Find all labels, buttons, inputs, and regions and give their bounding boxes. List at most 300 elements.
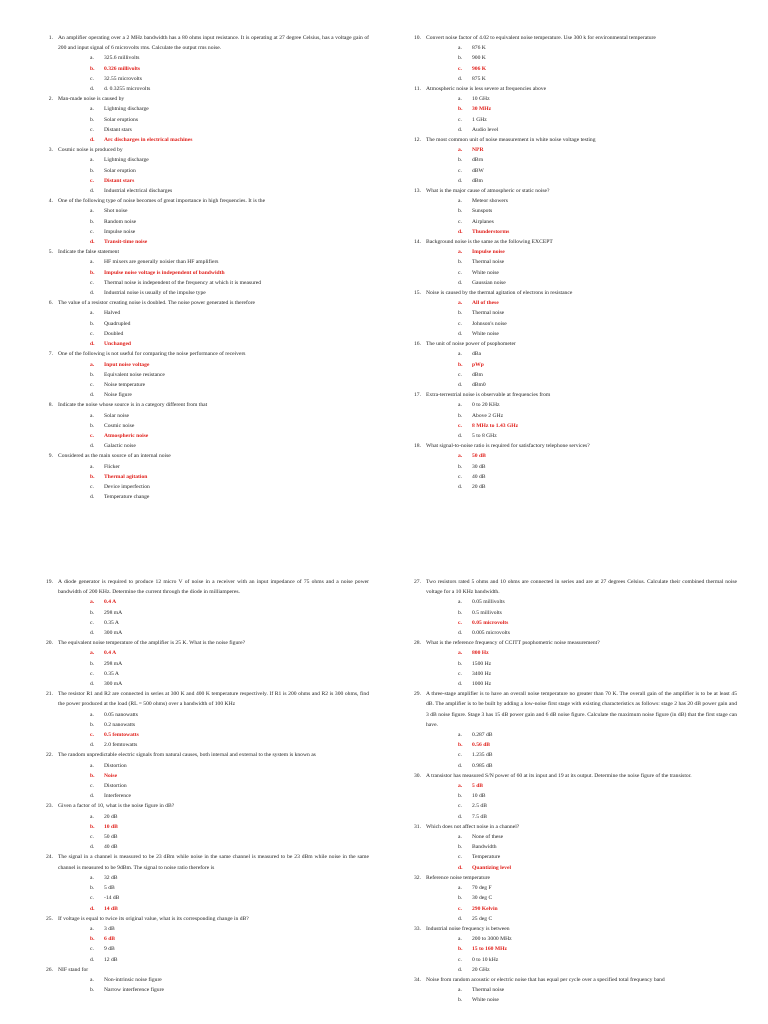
option-text: Gaussian noise	[472, 279, 506, 286]
question-number: 30.	[414, 772, 421, 779]
answer-option	[407, 750, 737, 760]
answer-option	[407, 329, 737, 339]
option-text: Non-intrinsic noise figure	[104, 976, 162, 983]
option-text: Doubled	[104, 330, 124, 337]
option-text: 300 mA	[104, 630, 123, 637]
option-text: Bandwidth	[472, 844, 497, 851]
option-text: Quantizing level	[472, 864, 512, 871]
answer-option	[39, 421, 369, 431]
answer-option	[407, 74, 737, 84]
question-number: 12.	[414, 137, 421, 144]
answer-option-correct	[407, 904, 737, 914]
answer-option	[39, 618, 369, 628]
option-text: White noise	[472, 269, 499, 276]
option-text: 0.35 A	[104, 670, 119, 677]
answer-option	[407, 53, 737, 63]
answer-option-correct	[39, 339, 369, 349]
question-number: 11.	[414, 86, 421, 93]
answer-option	[39, 482, 369, 492]
option-text: Johnson's noise	[472, 320, 507, 327]
answer-option	[407, 679, 737, 689]
option-text: 300 mA	[104, 681, 123, 688]
option-text: Galactic noise	[104, 443, 136, 450]
question-text: Background noise is the same as the following EXCEPT	[426, 239, 553, 246]
option-letter: d.	[458, 762, 463, 769]
option-text: Solar eruption	[104, 167, 136, 174]
option-letter: b.	[90, 721, 95, 728]
option-text: Transit-time noise	[104, 239, 148, 246]
option-letter: c.	[90, 330, 94, 337]
option-text: 876 K	[472, 45, 486, 52]
answer-option	[407, 791, 737, 801]
question-number: 18.	[414, 443, 421, 450]
question-number: 2.	[48, 96, 53, 103]
option-letter: a.	[458, 987, 462, 994]
option-letter: d.	[90, 86, 95, 93]
answer-option-correct	[39, 360, 369, 370]
option-letter: b.	[90, 65, 95, 72]
option-text: 20 GHz	[472, 966, 490, 973]
question	[39, 33, 369, 53]
option-letter: c.	[90, 381, 94, 388]
option-letter: a.	[458, 453, 463, 460]
question-number: 7.	[48, 351, 53, 358]
answer-option	[39, 924, 369, 934]
option-letter: a.	[458, 936, 462, 943]
question-number: 10.	[414, 35, 421, 41]
answer-option-correct	[407, 781, 737, 791]
answer-option	[39, 206, 369, 216]
option-text: Shot noise	[104, 208, 128, 215]
answer-option	[407, 914, 737, 924]
answer-option-correct	[407, 740, 737, 750]
option-letter: c.	[458, 752, 462, 759]
option-text: 70 deg F	[472, 885, 492, 892]
option-text: 32 dB	[104, 874, 118, 881]
option-text: Thermal agitation	[104, 473, 148, 480]
option-text: Noise figure	[104, 392, 132, 399]
option-letter: c.	[458, 167, 462, 174]
answer-option	[39, 411, 369, 421]
option-text: Industrial electrical discharges	[104, 188, 173, 195]
option-letter: b.	[90, 823, 95, 830]
option-text: Above 2 GHz	[472, 412, 504, 419]
option-text: 40 dB	[472, 473, 486, 480]
option-text: Interference	[104, 793, 132, 800]
option-letter: c.	[458, 619, 462, 626]
option-letter: d.	[458, 681, 463, 688]
option-text: 20 dB	[104, 813, 118, 820]
question	[407, 873, 737, 883]
option-letter: c.	[458, 218, 462, 225]
question	[407, 186, 737, 196]
option-letter: c.	[90, 732, 94, 739]
option-text: Audio level	[472, 126, 499, 133]
answer-option	[407, 597, 737, 607]
option-letter: c.	[458, 65, 462, 72]
option-text: 290 Kelvin	[472, 905, 498, 912]
option-letter: a.	[90, 711, 94, 718]
answer-option-correct	[39, 268, 369, 278]
question-number: 3.	[48, 147, 53, 154]
option-text: 15 to 160 MHz	[472, 946, 507, 953]
option-letter: a.	[90, 208, 94, 215]
answer-option	[407, 278, 737, 288]
option-text: Cosmic noise	[104, 422, 135, 429]
option-letter: d.	[458, 915, 463, 922]
question	[39, 750, 369, 760]
option-text: White noise	[472, 330, 499, 337]
answer-option	[39, 370, 369, 380]
option-text: Distortion	[104, 783, 127, 790]
answer-option	[407, 217, 737, 227]
question	[39, 965, 369, 975]
option-letter: d.	[458, 432, 463, 439]
question-text: What is the reference frequency of CCITT psophometric noise measurement?	[426, 640, 600, 647]
option-text: Distant stars	[104, 126, 132, 133]
answer-option	[39, 186, 369, 196]
option-letter: c.	[458, 320, 462, 327]
option-text: dBm0	[472, 381, 486, 388]
option-text: Airplanes	[472, 218, 494, 225]
option-text: Lightning discharge	[104, 106, 149, 113]
option-text: Lightning discharge	[104, 157, 149, 164]
option-letter: a.	[90, 361, 95, 368]
option-text: 40 dB	[104, 844, 118, 851]
option-text: 30 dB	[472, 463, 486, 470]
question-text: A diode generator is required to produce 12 micro V of noise in a receiver with an input impedance of 75 ohms and a noise power bandwidth of 200 KHz. Determine the current through the diode in milliamperes.	[58, 579, 369, 596]
question-number: 19.	[46, 579, 53, 585]
option-text: 9 dB	[104, 946, 115, 953]
question-number: 27.	[414, 579, 421, 585]
answer-option	[39, 761, 369, 771]
option-letter: d.	[458, 483, 463, 490]
option-letter: b.	[90, 269, 95, 276]
question-text: What is the major cause of atmospheric or static noise?	[426, 188, 550, 195]
option-letter: d.	[458, 813, 463, 820]
answer-option	[407, 842, 737, 852]
question-text: Indicate the false statement	[58, 249, 120, 256]
option-letter: c.	[90, 279, 94, 286]
option-letter: d.	[458, 75, 463, 82]
option-letter: a.	[458, 45, 462, 52]
option-text: 325.6 millivolts	[104, 55, 140, 62]
option-text: 10 dB	[472, 793, 486, 800]
answer-option	[407, 155, 737, 165]
answer-option	[407, 608, 737, 618]
option-text: 3 dB	[104, 925, 115, 932]
question	[407, 822, 737, 832]
option-letter: b.	[458, 793, 463, 800]
option-letter: d.	[90, 494, 95, 501]
answer-option	[407, 832, 737, 842]
answer-option	[407, 965, 737, 975]
option-letter: a.	[458, 351, 462, 358]
option-text: pWp	[472, 361, 484, 368]
question-number: 22.	[46, 752, 53, 759]
question	[407, 390, 737, 400]
question-number: 26.	[46, 966, 53, 973]
answer-option	[407, 319, 737, 329]
question	[39, 689, 369, 709]
answer-option	[39, 679, 369, 689]
answer-option	[39, 975, 369, 985]
answer-option	[407, 400, 737, 410]
answer-option	[39, 329, 369, 339]
column-top-right	[407, 33, 737, 492]
option-text: -14 dB	[104, 895, 120, 902]
option-text: Narrow interference figure	[104, 987, 164, 994]
question-number: 21.	[46, 691, 53, 698]
question	[407, 237, 737, 247]
question-number: 33.	[414, 925, 421, 932]
answer-option	[39, 257, 369, 267]
option-letter: a.	[90, 976, 94, 983]
option-letter: c.	[458, 803, 462, 810]
option-text: Noise temperature	[104, 381, 146, 388]
option-letter: a.	[458, 885, 462, 892]
answer-option	[39, 659, 369, 669]
question	[39, 247, 369, 257]
question	[39, 94, 369, 104]
question	[39, 349, 369, 359]
question-number: 17.	[414, 392, 421, 399]
answer-option	[39, 104, 369, 114]
option-letter: c.	[458, 371, 462, 378]
answer-option	[39, 125, 369, 135]
option-letter: b.	[90, 422, 95, 429]
question-text: Reference noise temperature	[426, 874, 490, 881]
question-text: One of the following type of noise becomes of great importance in high frequencies. It is the	[58, 198, 266, 205]
question	[39, 801, 369, 811]
option-text: Meteor showers	[472, 198, 508, 205]
option-text: 906 K	[472, 65, 487, 72]
option-letter: a.	[458, 147, 463, 154]
option-text: 1500 Hz	[472, 660, 492, 667]
answer-option-correct	[39, 64, 369, 74]
question-text: The value of a resistor creating noise is doubled. The noise power generated is therefore	[58, 300, 256, 307]
option-letter: b.	[458, 609, 463, 616]
question	[407, 339, 737, 349]
option-text: 0.985 dB	[472, 762, 493, 769]
answer-option	[407, 801, 737, 811]
option-letter: b.	[90, 772, 95, 779]
option-text: Thermal noise is independent of the frequency at which it is measured	[104, 279, 262, 286]
option-text: 900 K	[472, 55, 486, 62]
option-text: Industrial noise is usually of the impulse type	[104, 290, 206, 297]
option-text: NPR	[472, 147, 484, 154]
option-text: dBa	[472, 351, 482, 358]
option-letter: c.	[90, 834, 94, 841]
option-letter: a.	[458, 96, 462, 103]
option-letter: b.	[458, 660, 463, 667]
option-letter: d.	[458, 177, 463, 184]
answer-option-correct	[39, 431, 369, 441]
question-text: If voltage is equal to twice its original value, what is its corresponding change in dB?	[58, 915, 249, 922]
option-text: 6 dB	[104, 936, 116, 943]
answer-option	[407, 812, 737, 822]
answer-option-correct	[39, 176, 369, 186]
option-text: Impulse noise	[104, 228, 136, 235]
answer-option	[39, 308, 369, 318]
answer-option-correct	[407, 247, 737, 257]
option-text: 875 K	[472, 75, 486, 82]
answer-option	[407, 411, 737, 421]
option-letter: d.	[458, 381, 463, 388]
answer-option	[39, 227, 369, 237]
question-text: The most common unit of noise measurement in white noise voltage testing	[426, 137, 596, 144]
question-text: NIF stand for	[58, 966, 89, 973]
answer-option	[39, 288, 369, 298]
answer-option	[39, 710, 369, 720]
option-letter: d.	[90, 188, 95, 195]
option-letter: d.	[458, 279, 463, 286]
option-letter: c.	[458, 269, 462, 276]
option-text: 298 mA	[104, 660, 123, 667]
answer-option	[39, 319, 369, 329]
question-text: A transistor has measured S/N power of 60 at its input and 19 at its output. Determine the noise figure of the transistor.	[426, 772, 692, 779]
option-text: 0.05 millivolts	[472, 599, 505, 606]
option-letter: b.	[90, 218, 95, 225]
question-number: 9.	[48, 453, 53, 460]
option-letter: a.	[90, 259, 94, 266]
option-text: 10 dB	[104, 823, 118, 830]
answer-option	[407, 431, 737, 441]
answer-option-correct	[407, 451, 737, 461]
option-letter: d.	[90, 630, 95, 637]
answer-option	[39, 390, 369, 400]
option-letter: d.	[90, 681, 95, 688]
question-number: 31.	[414, 823, 421, 830]
question	[39, 298, 369, 308]
answer-option	[407, 166, 737, 176]
option-text: dBrn	[472, 157, 484, 164]
option-text: 32.55 microvolts	[104, 75, 142, 82]
option-text: Equivalent noise resistance	[104, 371, 165, 378]
answer-option	[407, 370, 737, 380]
option-text: None of these	[472, 834, 504, 841]
option-text: 298 mA	[104, 609, 123, 616]
answer-option	[39, 217, 369, 227]
option-text: White noise	[472, 997, 499, 1004]
answer-option	[407, 482, 737, 492]
option-letter: a.	[90, 874, 94, 881]
option-text: 0.2 nanowatts	[104, 721, 136, 728]
answer-option-correct	[39, 472, 369, 482]
question-text: The signal in a channel is measured to be 23 dBm while noise in the same channel is measured to be 23 dBm while noise in the same channel is measured to be 9dBm. The signal to noise ratio therefore is	[58, 854, 369, 871]
answer-option-correct	[39, 934, 369, 944]
answer-option-correct	[407, 298, 737, 308]
question-text: The resistor R1 and R2 are connected in series at 300 K and 400 K temperature respectively. If R1 is 200 ohms and R2 is 300 ohms, find the power produced at the load (RL = 500 ohms) over a bandwidth of 100 KHz	[58, 691, 369, 708]
answer-option	[407, 955, 737, 965]
answer-option	[39, 985, 369, 995]
answer-option	[407, 730, 737, 740]
question-text: Noise from random acoustic or electric noise that has equal per cycle over a specified total frequency band	[426, 976, 665, 983]
answer-option	[39, 812, 369, 822]
option-text: All of these	[472, 300, 499, 307]
answer-option	[39, 832, 369, 842]
option-letter: c.	[90, 228, 94, 235]
option-text: Input noise voltage	[104, 361, 150, 368]
option-letter: b.	[90, 609, 95, 616]
answer-option	[39, 155, 369, 165]
option-text: 10 GHz	[472, 96, 490, 103]
answer-option	[39, 462, 369, 472]
question-number: 34.	[414, 976, 421, 983]
option-letter: a.	[458, 732, 462, 739]
option-text: 14 dB	[104, 905, 118, 912]
question	[407, 33, 737, 43]
option-text: 1.235 dB	[472, 752, 493, 759]
question	[39, 914, 369, 924]
answer-option	[407, 995, 737, 1005]
answer-option	[407, 206, 737, 216]
option-text: 0.005 microvolts	[472, 630, 510, 637]
answer-option-correct	[407, 648, 737, 658]
option-text: 0.05 nanowatts	[104, 711, 138, 718]
option-text: 30 MHz	[472, 106, 492, 113]
answer-option	[407, 659, 737, 669]
answer-option	[407, 883, 737, 893]
option-text: Distant stars	[104, 177, 135, 184]
option-letter: a.	[90, 813, 94, 820]
answer-option-correct	[407, 944, 737, 954]
answer-option	[39, 84, 369, 94]
option-text: 0 to 20 KHz	[472, 402, 500, 409]
option-text: 12 dB	[104, 956, 118, 963]
answer-option	[39, 955, 369, 965]
option-letter: d.	[458, 630, 463, 637]
answer-option-correct	[407, 421, 737, 431]
option-letter: c.	[458, 854, 462, 861]
option-text: 25 deg C	[472, 915, 493, 922]
option-text: dBW	[472, 167, 484, 174]
answer-option-correct	[407, 145, 737, 155]
question-text: Considered as the main source of an internal noise	[58, 453, 171, 460]
answer-option	[407, 669, 737, 679]
option-letter: c.	[458, 956, 462, 963]
question	[39, 400, 369, 410]
question-number: 29.	[414, 691, 421, 698]
question	[407, 771, 737, 781]
answer-option	[407, 308, 737, 318]
option-text: Temperature change	[104, 494, 150, 501]
option-letter: b.	[458, 259, 463, 266]
option-letter: b.	[458, 844, 463, 851]
option-text: Solar eruptions	[104, 116, 139, 123]
question-number: 23.	[46, 803, 53, 810]
option-letter: d.	[90, 392, 95, 399]
question	[39, 577, 369, 597]
question	[407, 84, 737, 94]
option-letter: c.	[458, 422, 462, 429]
option-letter: d.	[90, 443, 95, 450]
answer-option	[39, 74, 369, 84]
option-letter: c.	[90, 483, 94, 490]
option-text: 20 dB	[472, 483, 486, 490]
option-letter: d.	[90, 239, 95, 246]
question-number: 6.	[48, 300, 53, 307]
question-text: Given a factor of 10, what is the noise figure in dB?	[58, 803, 175, 810]
option-letter: d.	[90, 742, 95, 749]
question	[407, 577, 737, 597]
answer-option-correct	[407, 618, 737, 628]
option-text: Solar noise	[104, 412, 130, 419]
answer-option-correct	[39, 648, 369, 658]
question-text: The random unpredictable electric signals from natural causes, both internal and external to the system is known as	[58, 752, 316, 759]
option-text: Thunderstorms	[472, 228, 510, 235]
option-text: Flicker	[104, 463, 120, 470]
